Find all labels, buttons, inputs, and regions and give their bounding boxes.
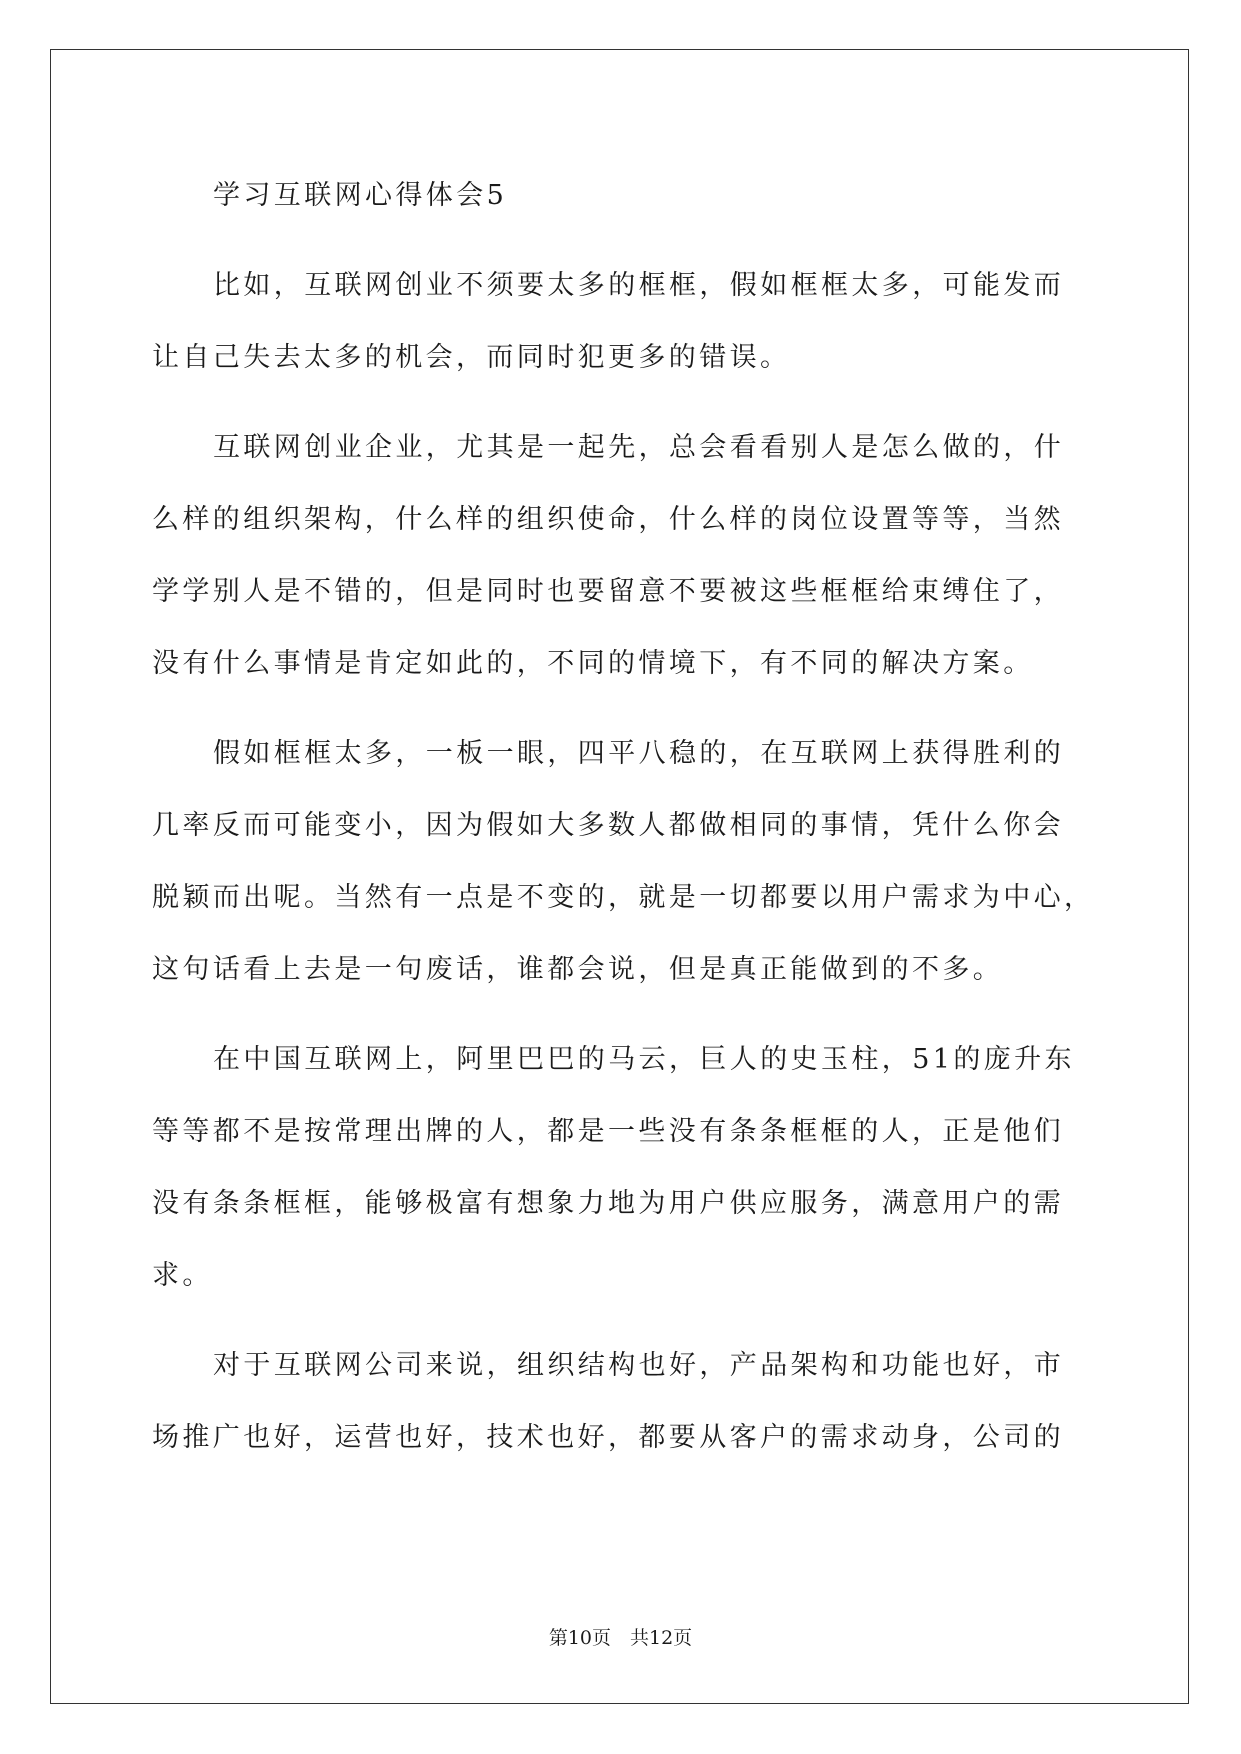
document-body [152, 160, 1095, 1474]
paragraph-line: 学学别人是不错的，但是同时也要留意不要被这些框框给束缚住了， [152, 576, 1064, 607]
paragraph-line: 等等都不是按常理出牌的人，都是一些没有条条框框的人，正是他们 [152, 1116, 1064, 1147]
paragraph-line: 没有什么事情是肯定如此的，不同的情境下，有不同的解决方案。 [152, 648, 1034, 679]
paragraph-1 [152, 250, 1092, 394]
paragraph-gap [152, 394, 1092, 412]
paragraph-5 [152, 1330, 1092, 1474]
paragraph-line: 互联网创业企业，尤其是一起先，总会看看别人是怎么做的，什 [213, 432, 1065, 463]
paragraph-line: 几率反而可能变小，因为假如大多数人都做相同的事情，凭什么你会 [152, 810, 1064, 841]
paragraph-gap [152, 1006, 1092, 1024]
paragraph-4 [152, 1024, 1092, 1312]
paragraph-gap [152, 700, 1092, 718]
paragraph-line: 没有条条框框，能够极富有想象力地为用户供应服务，满意用户的需 [152, 1188, 1064, 1219]
paragraph-3 [152, 718, 1095, 1006]
paragraph-line: 比如，互联网创业不须要太多的框框，假如框框太多，可能发而 [213, 270, 1065, 301]
paragraph-line: 在中国互联网上，阿里巴巴的马云，巨人的史玉柱，51的庞升东 [213, 1044, 1075, 1075]
paragraph-line: 脱颖而出呢。当然有一点是不变的，就是一切都要以用户需求为中心， [152, 882, 1095, 913]
document-title: 学习互联网心得体会5 [213, 180, 508, 211]
paragraph-gap [152, 1312, 1092, 1330]
page-number-footer: 第10页 共12页 [548, 1627, 693, 1649]
paragraph-line: 求。 [152, 1260, 213, 1291]
paragraph-line: 让自己失去太多的机会，而同时犯更多的错误。 [152, 342, 791, 373]
paragraph-gap [152, 232, 1092, 250]
paragraph-line: 这句话看上去是一句废话，谁都会说，但是真正能做到的不多。 [152, 954, 1004, 985]
paragraph-line: 对于互联网公司来说，组织结构也好，产品架构和功能也好，市 [213, 1350, 1065, 1381]
paragraph-line: 假如框框太多，一板一眼，四平八稳的，在互联网上获得胜利的 [213, 738, 1065, 769]
paragraph-line: 么样的组织架构，什么样的组织使命，什么样的岗位设置等等，当然 [152, 504, 1064, 535]
paragraph-line: 场推广也好，运营也好，技术也好，都要从客户的需求动身，公司的 [152, 1422, 1064, 1453]
paragraph-2 [152, 412, 1092, 700]
